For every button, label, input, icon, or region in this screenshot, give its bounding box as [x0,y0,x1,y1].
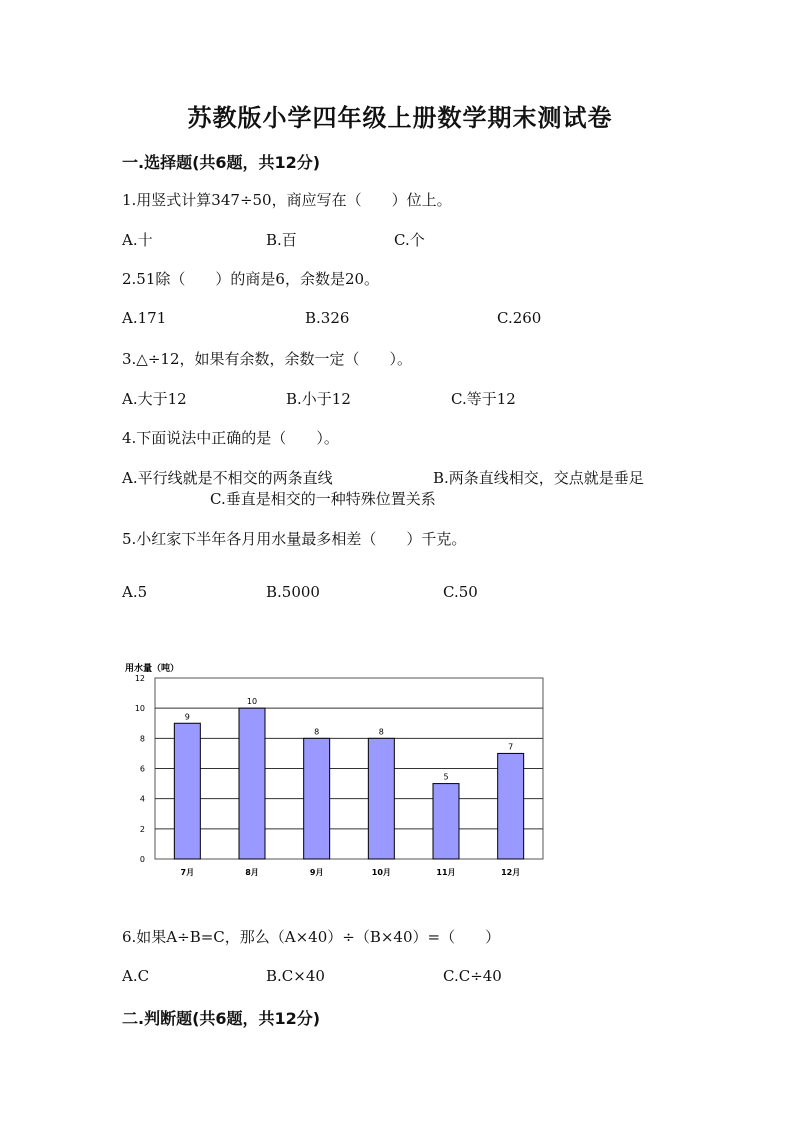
chart-x-tick-label: 8月 [245,868,259,877]
section-heading-true-false: 二.判断题(共6题，共12分) [122,1009,321,1028]
q5-option-c: C.50 [443,583,478,601]
question-4: 4.下面说法中正确的是（ ）。 [122,429,339,447]
chart-y-tick-label: 2 [139,824,145,834]
q5-option-b: B.5000 [266,583,320,601]
q1-option-c: C.个 [394,231,425,249]
q2-option-a: A.171 [122,309,167,327]
q3-option-c: C.等于12 [451,390,516,408]
chart-data-label: 10 [246,697,258,707]
chart-bar [498,753,524,859]
chart-bar [304,738,330,859]
q6-option-c: C.C÷40 [443,967,502,985]
q6-option-a: A.C [122,967,150,985]
chart-data-label: 7 [508,742,514,752]
q3-option-a: A.大于12 [122,390,187,408]
q2-option-b: B.326 [305,309,350,327]
chart-y-axis-label: 用水量（吨） [125,664,180,674]
question-2: 2.51除（ ）的商是6，余数是20。 [122,270,380,288]
chart-x-tick-label: 10月 [371,868,391,877]
chart-y-tick-label: 6 [139,764,145,774]
q5-option-a: A.5 [122,583,148,601]
chart-bar [368,738,394,859]
question-3: 3.△÷12，如果有余数，余数一定（ ）。 [122,350,413,368]
q6-option-b: B.C×40 [266,967,325,985]
q1-option-b: B.百 [266,231,297,249]
question-1: 1.用竖式计算347÷50，商应写在（ ）位上。 [122,191,452,209]
q2-option-c: C.260 [497,309,542,327]
chart-data-label: 8 [378,727,384,737]
q4-option-b: B.两条直线相交，交点就是垂足 [433,469,644,487]
chart-data-label: 9 [184,712,190,722]
chart-bar [433,784,459,859]
chart-bar [239,708,265,859]
chart-x-tick-label: 11月 [436,868,456,877]
page-title: 苏教版小学四年级上册数学期末测试卷 [187,104,613,132]
chart-x-tick-label: 9月 [309,868,324,877]
q4-option-c: C.垂直是相交的一种特殊位置关系 [210,490,436,508]
question-6: 6.如果A÷B=C，那么（A×40）÷（B×40）=（ ） [122,928,501,946]
q3-option-b: B.小于12 [286,390,351,408]
chart-bar [174,723,200,859]
chart-y-tick-label: 0 [139,855,145,864]
chart-y-tick-label: 10 [134,704,145,714]
chart-y-tick-label: 8 [139,734,145,744]
section-heading-choice: 一.选择题(共6题，共12分) [122,153,321,172]
q1-option-a: A.十 [122,231,153,249]
chart-y-tick-label: 12 [134,674,145,683]
chart-y-tick-label: 4 [139,794,145,804]
q4-option-a: A.平行线就是不相交的两条直线 [122,469,333,487]
chart-data-label: 5 [443,772,449,782]
chart-x-tick-label: 7月 [180,868,195,877]
chart-data-label: 8 [314,727,320,737]
chart-x-tick-label: 12月 [501,868,521,877]
question-5: 5.小红家下半年各月用水量最多相差（ ）千克。 [122,530,467,548]
